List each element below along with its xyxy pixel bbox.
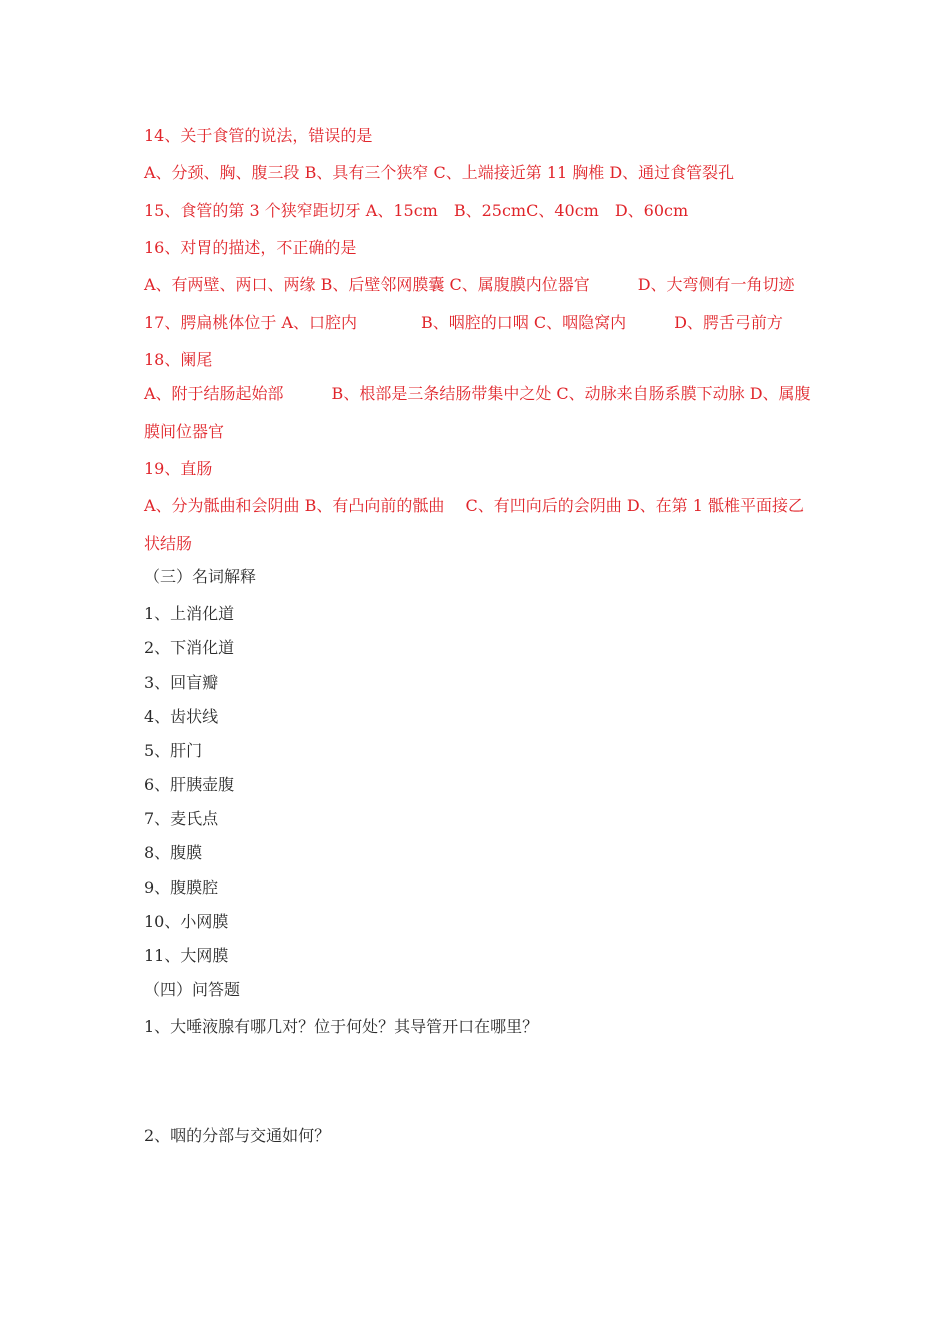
term-item: 3、回盲瓣 [144,673,219,692]
term-item: 11、大网膜 [144,946,229,965]
question-18-options-line2: 膜间位器官 [144,422,225,441]
question-19-options-line1: A、分为骶曲和会阴曲 B、有凸向前的骶曲 C、有凹向后的会阴曲 D、在第 1 骶椎平面接乙 [144,496,804,515]
qa-question-2: 2、咽的分部与交通如何？ [144,1126,331,1145]
term-item: 5、肝门 [144,741,203,760]
qa-question-1: 1、大唾液腺有哪几对？位于何处？其导管开口在哪里？ [144,1017,539,1036]
question-16-options: A、有两壁、两口、两缘 B、后壁邻网膜囊 C、属腹膜内位器官 D、大弯侧有一角切迹 [144,275,795,294]
term-item: 1、上消化道 [144,604,235,623]
terms-heading: （三）名词解释 [144,567,257,586]
term-item: 7、麦氏点 [144,809,219,828]
term-item: 4、齿状线 [144,707,219,726]
question-14-stem: 14、关于食管的说法，错误的是 [144,126,373,145]
term-item: 8、腹膜 [144,843,203,862]
question-18-options-line1: A、附于结肠起始部 B、根部是三条结肠带集中之处 C、动脉来自肠系膜下动脉 D、属腹 [144,384,811,403]
qa-heading: （四）问答题 [144,980,241,999]
term-item: 9、腹膜腔 [144,878,219,897]
term-item: 2、下消化道 [144,638,235,657]
question-17-stem: 17、腭扁桃体位于 A、口腔内 B、咽腔的口咽 C、咽隐窝内 D、腭舌弓前方 [144,313,783,332]
term-item: 6、肝胰壶腹 [144,775,235,794]
question-14-options: A、分颈、胸、腹三段 B、具有三个狭窄 C、上端接近第 11 胸椎 D、通过食管裂孔 [144,163,735,182]
question-19-stem: 19、直肠 [144,459,213,478]
question-15-stem: 15、食管的第 3 个狭窄距切牙 A、15cm B、25cmC、40cm D、60cm [144,201,689,220]
term-item: 10、小网膜 [144,912,229,931]
question-16-stem: 16、对胃的描述，不正确的是 [144,238,357,257]
question-18-stem: 18、阑尾 [144,350,213,369]
question-19-options-line2: 状结肠 [144,534,193,553]
